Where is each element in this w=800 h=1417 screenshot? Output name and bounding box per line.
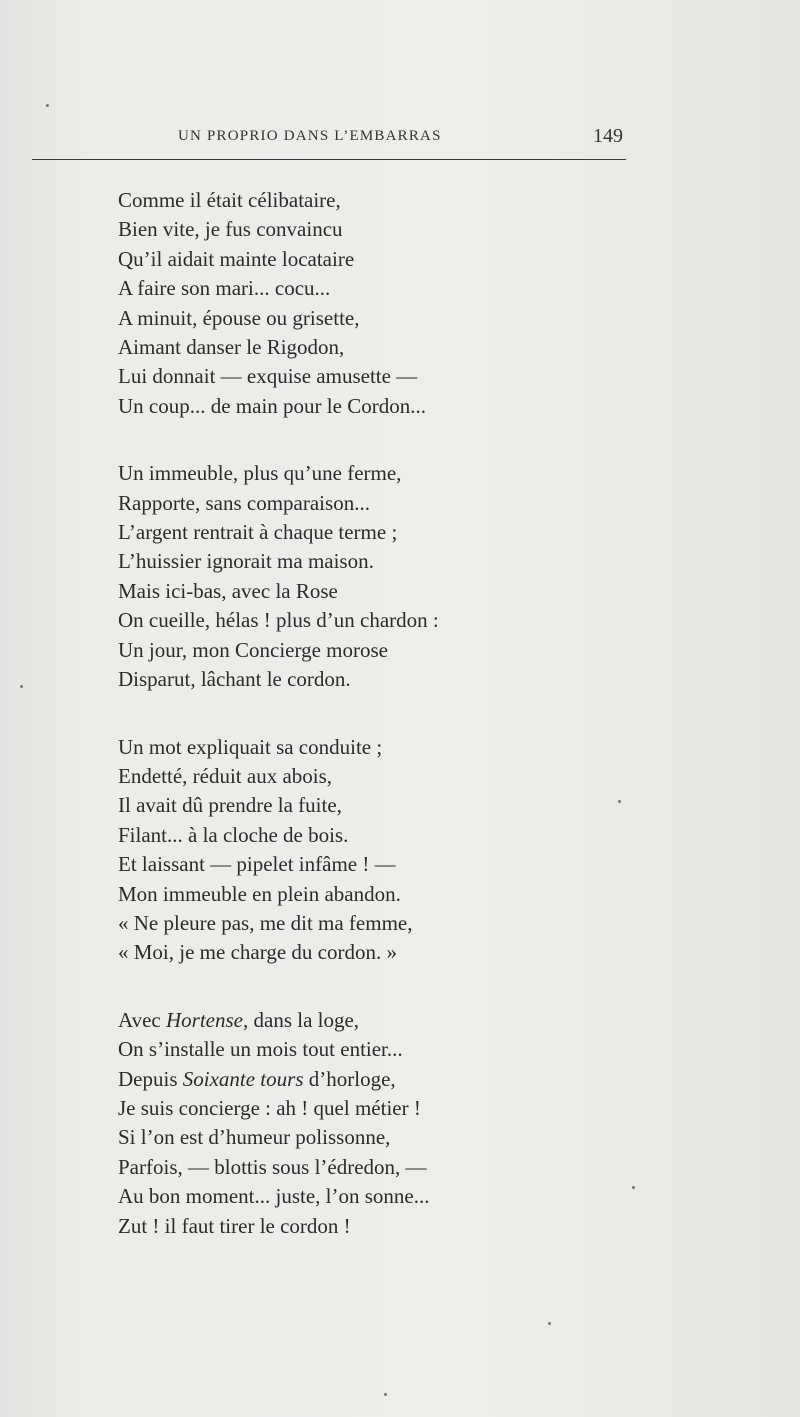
stanza-2 <box>118 459 638 694</box>
verse-line: Rapporte, sans comparaison... <box>118 490 370 515</box>
verse-line: « Ne pleure pas, me dit ma femme, <box>118 910 413 935</box>
verse-line: Zut ! il faut tirer le cordon ! <box>118 1213 351 1238</box>
paper-speck <box>384 1393 387 1396</box>
stanza-1 <box>118 186 638 421</box>
verse-line: Un coup... de main pour le Cordon... <box>118 393 426 418</box>
verse-line: Lui donnait — exquise amusette — <box>118 364 418 389</box>
verse-text: Depuis <box>118 1066 183 1091</box>
verse-line: Mais ici-bas, avec la Rose <box>118 578 338 603</box>
verse-text: dans la loge, <box>248 1007 360 1032</box>
paper-speck <box>618 800 621 803</box>
paper-speck <box>632 1186 635 1189</box>
verse-line: Qu’il aidait mainte locataire <box>118 246 355 271</box>
verse-line <box>118 1006 638 1035</box>
italic-phrase: Soixante tours <box>182 1066 304 1091</box>
verse-line: Il avait dû prendre la fuite, <box>118 793 342 818</box>
verse-line: « Moi, je me charge du cordon. » <box>118 940 397 965</box>
verse-text: d’horloge, <box>303 1066 396 1091</box>
italic-name: Hortense, <box>166 1007 249 1032</box>
verse-line: A minuit, épouse ou grisette, <box>118 305 360 330</box>
running-title: UN PROPRIO DANS L’EMBARRAS <box>178 128 442 144</box>
header-rule <box>32 159 626 160</box>
verse-line: Comme il était célibataire, <box>118 188 341 212</box>
paper-speck <box>548 1322 551 1325</box>
verse-line: Bien vite, je fus convaincu <box>118 217 343 242</box>
verse-line: L’argent rentrait à chaque terme ; <box>118 520 398 545</box>
verse-line: Et laissant — pipelet infâme ! — <box>118 852 396 877</box>
verse-line: Un jour, mon Concierge morose <box>118 637 388 662</box>
paper-speck <box>46 104 49 107</box>
verse-line: L’huissier ignorait ma maison. <box>118 549 374 574</box>
verse-line: On s’installe un mois tout entier... <box>118 1037 403 1062</box>
verse-line: A faire son mari... cocu... <box>118 276 331 301</box>
stanza-4 <box>118 1006 638 1241</box>
verse-line: Au bon moment... juste, l’on sonne... <box>118 1184 430 1209</box>
verse-line: Parfois, — blottis sous l’édredon, — <box>118 1154 427 1179</box>
verse-line: Mon immeuble en plein abandon. <box>118 881 401 906</box>
verse-line: Filant... à la cloche de bois. <box>118 822 349 847</box>
stanza-3 <box>118 733 638 968</box>
verse-line: Aimant danser le Rigodon, <box>118 335 345 360</box>
verse-line: Un mot expliquait sa conduite ; <box>118 734 383 759</box>
verse-line: Endetté, réduit aux abois, <box>118 763 333 788</box>
verse-line: On cueille, hélas ! plus d’un chardon : <box>118 608 439 633</box>
verse-line: Disparut, lâchant le cordon. <box>118 667 351 692</box>
paper-speck <box>20 685 23 688</box>
verse-line: Si l’on est d’humeur polissonne, <box>118 1125 391 1150</box>
verse-text: Avec <box>118 1007 166 1032</box>
verse-line <box>118 1065 638 1094</box>
verse-line: Un immeuble, plus qu’une ferme, <box>118 461 402 486</box>
page-number: 149 <box>593 125 623 147</box>
poem <box>118 186 638 1279</box>
verse-line: Je suis concierge : ah ! quel métier ! <box>118 1095 421 1120</box>
